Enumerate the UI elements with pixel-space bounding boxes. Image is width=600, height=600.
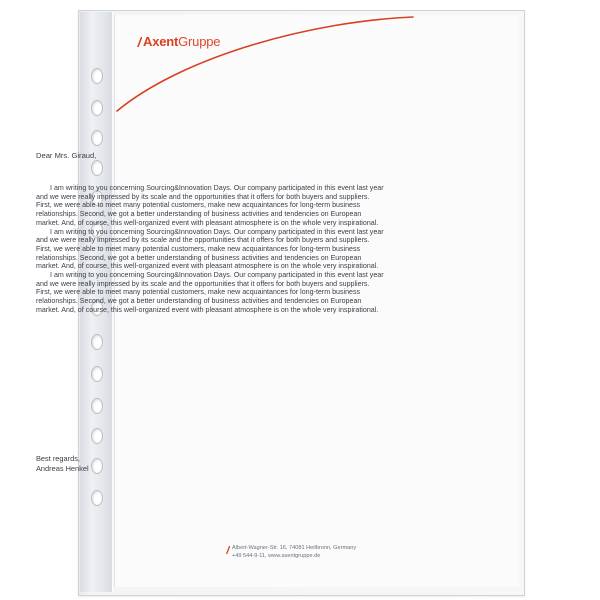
footer-contact: +49 544-9-11, www.axentgruppe.de [232,552,321,559]
paragraph: I am writing to you concerning Sourcing&Innovation Days. Our company participated in this event last year and we were really impressed by its scale and the opportunities that it offers for both buyers and suppliers. First, we were able to meet many potential customers, make new acquaintances for long-term business relationships. Second, we got a better understanding of business activities and tendencies on European market. And, of course, this well-organized event with pleasant atmosphere is on the whole very inspirational. [36,184,384,227]
company-logo [137,34,220,49]
punch-hole [91,490,103,506]
punch-hole [91,334,103,350]
paragraph: I am writing to you concerning Sourcing&Innovation Days. Our company participated in this event last year and we were really impressed by its scale and the opportunities that it offers for both buyers and suppliers. First, we were able to meet many potential customers, make new acquaintances for long-term business relationships. Second, we got a better understanding of business activities and tendencies on European market. And, of course, this well-organized event with pleasant atmosphere is on the whole very inspirational. [36,227,384,271]
logo-mark-icon [137,37,142,47]
footer-logo-mark-icon [226,546,230,554]
signature-name: Andreas Henkel [36,463,89,473]
punch-hole [91,366,103,382]
punch-hole [91,130,103,146]
letter-body [34,151,384,315]
paragraph: I am writing to you concerning Sourcing&Innovation Days. Our company participated in this event last year and we were really impressed by its scale and the opportunities that it offers for both buyers and suppliers. First, we were able to meet many potential customers, make new acquaintances for long-term business relationships. Second, we got a better understanding of business activities and tendencies on European market. And, of course, this well-organized event with pleasant atmosphere is on the whole very inspirational. [36,271,384,314]
swoosh-curve [117,17,413,111]
footer-address: Albert-Wagner-Str. 16, 74081 Heilbronn, Germany [232,545,357,551]
salutation: Dear Mrs. Giraud, [36,151,97,160]
punch-hole [91,398,103,414]
punch-hole [91,458,103,474]
logo-text-axent: Axent [143,34,179,49]
letter-closing [36,454,89,473]
punch-hole [91,68,103,84]
punch-hole [91,428,103,444]
logo-text-gruppe: Gruppe [178,34,221,49]
closing-phrase: Best regards, [36,454,80,463]
punch-hole [91,100,103,116]
letterhead-swoosh [115,15,519,125]
letter-footer [232,545,356,560]
